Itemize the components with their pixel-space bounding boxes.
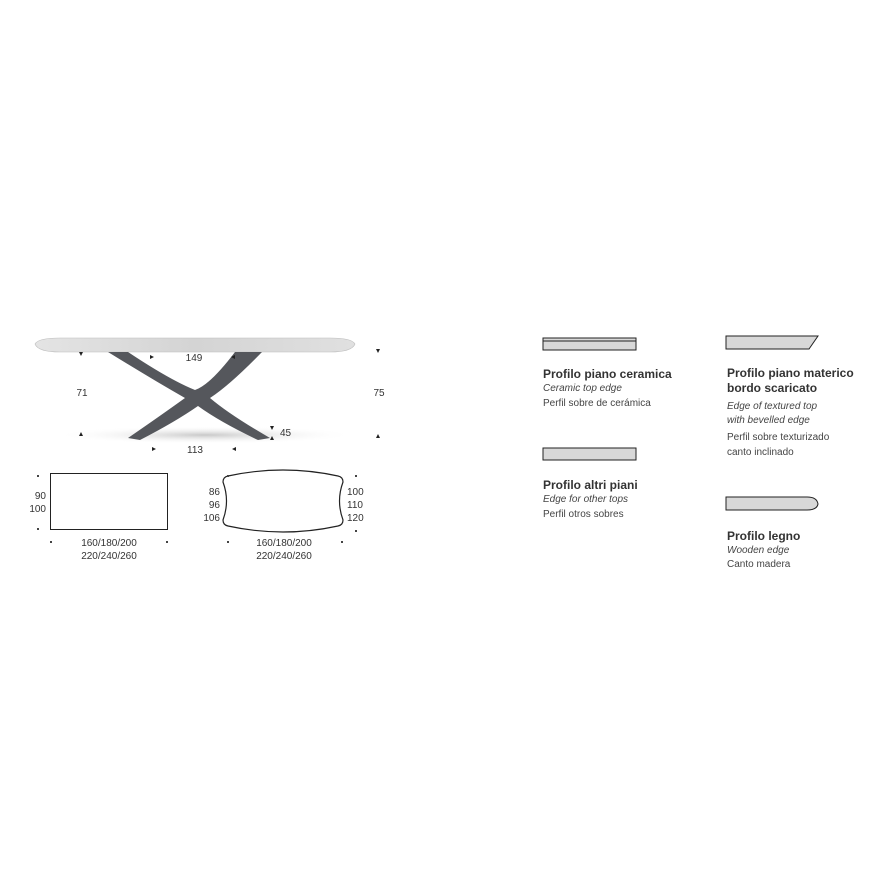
other-profile-en: Edge for other tops bbox=[543, 494, 629, 505]
wood-profile-title: Profilo legno bbox=[727, 529, 801, 543]
barrel-depths-right bbox=[347, 486, 364, 525]
ceramic-profile-en: Ceramic top edge bbox=[543, 383, 622, 394]
dim-arrow-height-left-top bbox=[79, 352, 83, 356]
barrel-depth-right-3: 120 bbox=[347, 513, 364, 524]
rect-depth-2: 100 bbox=[29, 504, 46, 515]
ceramic-profile-es: Perfil sobre de cerámica bbox=[543, 398, 651, 409]
corner-tick bbox=[355, 530, 357, 532]
corner-tick bbox=[341, 541, 343, 543]
wood-profile-en: Wooden edge bbox=[727, 545, 790, 556]
corner-tick bbox=[227, 475, 229, 477]
dim-arrow-bottom-right bbox=[232, 447, 236, 451]
height-right-label: 75 bbox=[373, 388, 385, 399]
textured-profile-en-1: Edge of textured top bbox=[727, 401, 818, 412]
other-tops-edge-profile-icon bbox=[542, 447, 638, 463]
barrel-depth-right-1: 100 bbox=[347, 487, 364, 498]
height-left-label: 71 bbox=[76, 388, 88, 399]
textured-profile-en-2: with bevelled edge bbox=[727, 415, 810, 426]
barrel-depth-right-2: 110 bbox=[347, 500, 363, 511]
dim-arrow-leg-bottom bbox=[270, 436, 274, 440]
ceramic-profile-title: Profilo piano ceramica bbox=[543, 367, 672, 381]
dim-arrow-height-right-top bbox=[376, 349, 380, 353]
corner-tick bbox=[355, 475, 357, 477]
textured-profile-es-2: canto inclinado bbox=[727, 447, 794, 458]
rect-lengths-line1: 160/180/200 bbox=[81, 538, 137, 549]
corner-tick bbox=[37, 475, 39, 477]
textured-profile-es-1: Perfil sobre texturizado bbox=[727, 432, 830, 443]
wooden-edge-profile-icon bbox=[725, 496, 823, 514]
barrel-depth-left-1: 86 bbox=[208, 487, 220, 498]
rect-depth-1: 90 bbox=[34, 491, 46, 502]
dim-arrow-bottom-left bbox=[152, 447, 156, 451]
dim-arrow-height-right-bottom bbox=[376, 434, 380, 438]
tabletop bbox=[35, 338, 355, 352]
barrel-lengths-line2: 220/240/260 bbox=[256, 551, 312, 562]
rect-lengths bbox=[81, 537, 137, 563]
corner-tick bbox=[227, 541, 229, 543]
barrel-top-outline bbox=[218, 468, 348, 534]
corner-tick bbox=[50, 541, 52, 543]
corner-tick bbox=[166, 541, 168, 543]
textured-profile-title-1: Profilo piano materico bbox=[727, 366, 854, 380]
barrel-depths-left bbox=[196, 486, 220, 525]
other-profile-es: Perfil otros sobres bbox=[543, 509, 624, 520]
dim-arrow-top-left bbox=[150, 355, 154, 359]
top-width-label: 149 bbox=[185, 353, 203, 364]
textured-profile-title-2: bordo scaricato bbox=[727, 381, 818, 395]
ceramic-edge-profile-icon bbox=[542, 337, 638, 353]
bevelled-edge-profile-icon bbox=[725, 335, 823, 353]
barrel-lengths-line1: 160/180/200 bbox=[256, 538, 312, 549]
rect-depths bbox=[20, 490, 46, 516]
leg-offset-label: 45 bbox=[280, 428, 292, 439]
wood-profile-es: Canto madera bbox=[727, 559, 791, 570]
dim-arrow-top-right bbox=[231, 355, 235, 359]
corner-tick bbox=[37, 528, 39, 530]
dim-arrow-height-left-bottom bbox=[79, 432, 83, 436]
barrel-depth-left-2: 96 bbox=[208, 500, 220, 511]
rect-lengths-line2: 220/240/260 bbox=[81, 551, 137, 562]
rectangular-top-outline bbox=[50, 473, 168, 530]
barrel-depth-left-3: 106 bbox=[203, 513, 220, 524]
floor-shadow bbox=[55, 426, 355, 444]
dim-arrow-leg-top bbox=[270, 426, 274, 430]
other-profile-title: Profilo altri piani bbox=[543, 478, 638, 492]
bottom-width-label: 113 bbox=[187, 445, 203, 456]
barrel-lengths bbox=[256, 537, 312, 563]
